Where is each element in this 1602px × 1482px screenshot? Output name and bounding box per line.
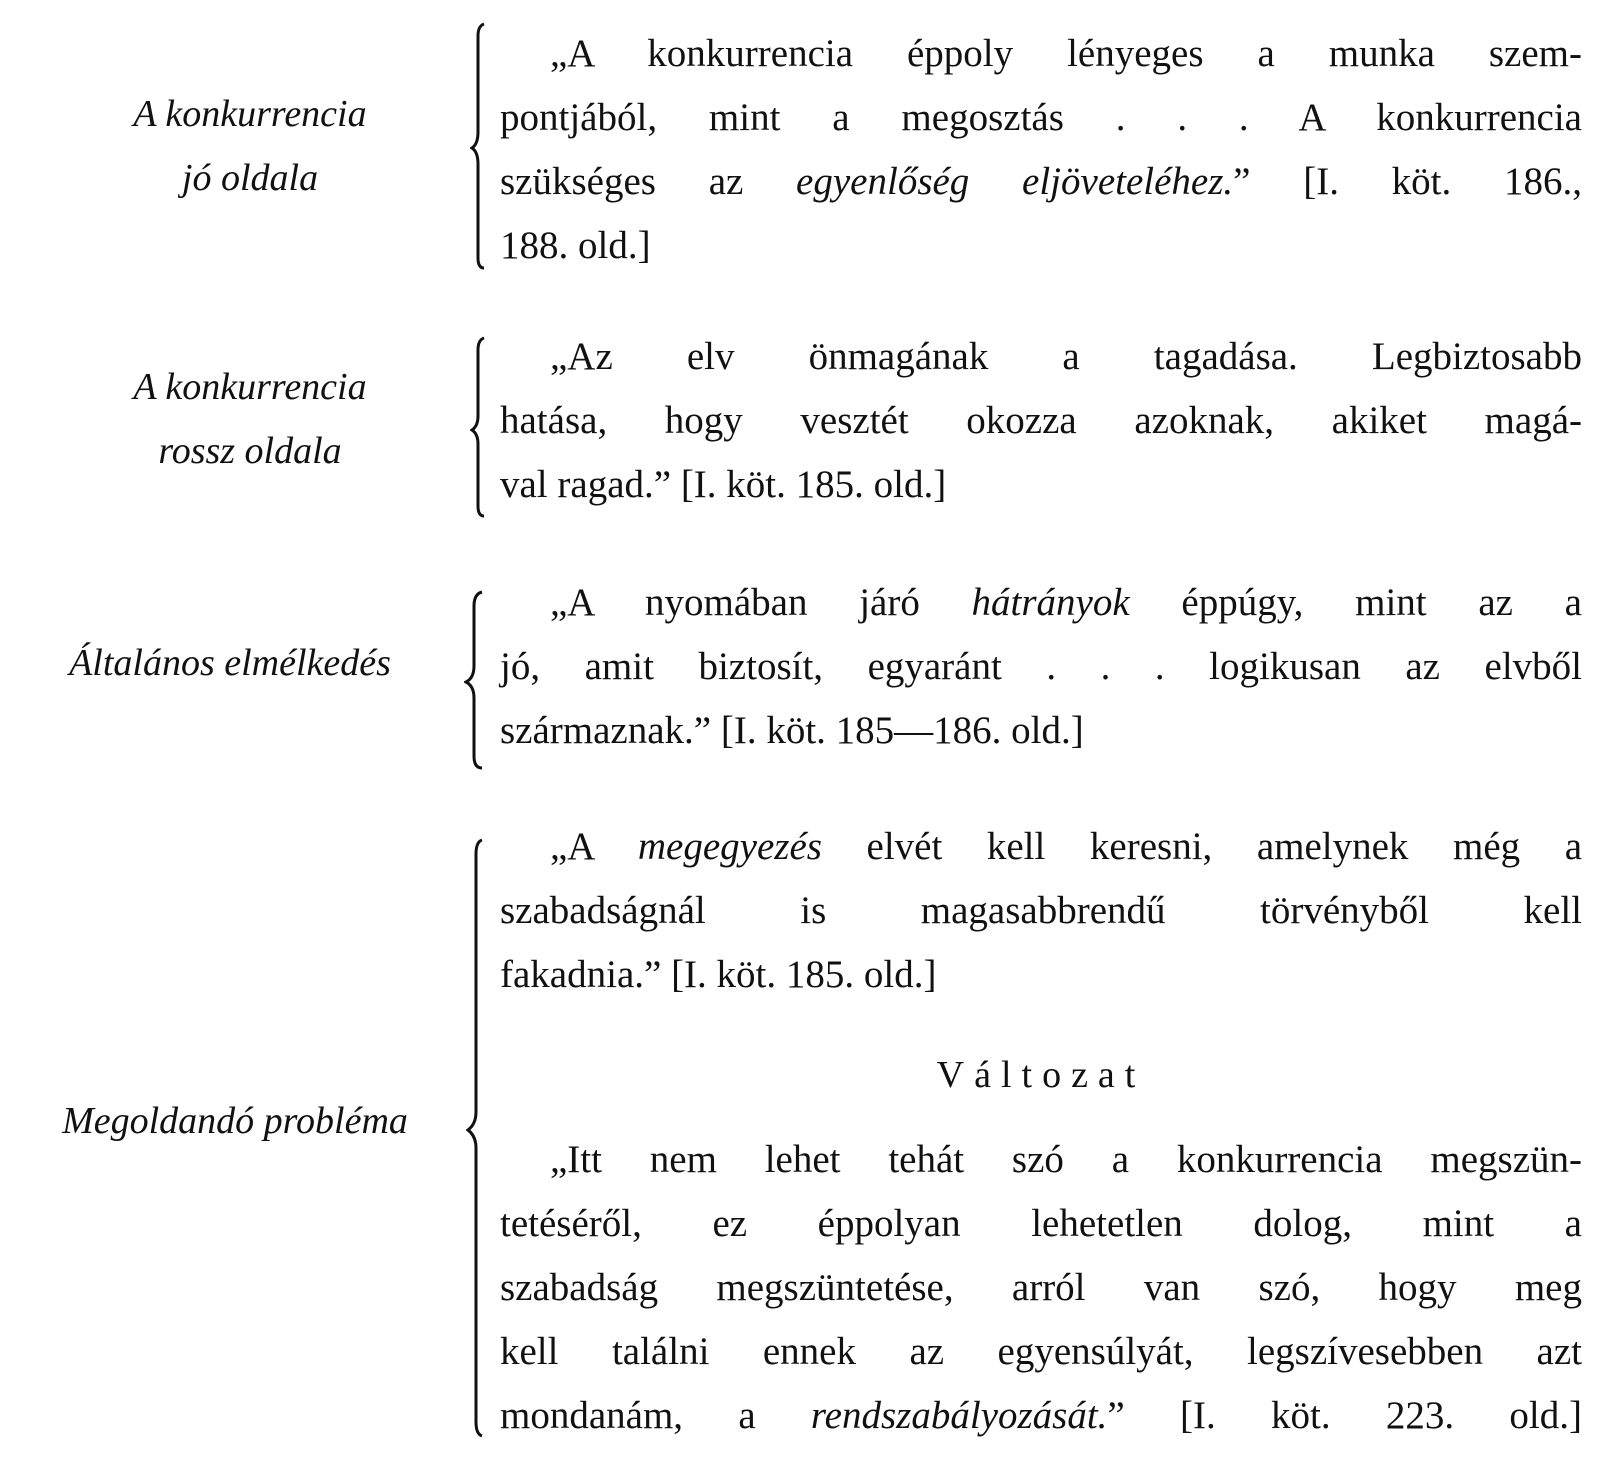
quote-line: szükséges az egyenlőség eljöveteléhez.” [I. köt. 186., bbox=[500, 160, 1582, 203]
quote-line: fakadnia.” [I. köt. 185. old.] bbox=[500, 953, 937, 996]
brace-3 bbox=[464, 590, 492, 770]
entry-3-label-line: Általános elmélkedés bbox=[69, 642, 391, 684]
quote-line: kell találni ennek az egyensúlyát, legszívesebben azt bbox=[500, 1330, 1582, 1373]
entry-2-label-line: rossz oldala bbox=[158, 430, 342, 472]
entry-2-label bbox=[40, 355, 460, 483]
quote-line: val ragad.” [I. köt. 185. old.] bbox=[500, 463, 947, 506]
quote-line: 188. old.] bbox=[500, 224, 651, 267]
entry-2-label-line: A konkurrencia bbox=[133, 366, 367, 408]
quote-line: jó, amit biztosít, egyaránt . . . logikusan az elvből bbox=[500, 645, 1582, 688]
entry-1-label bbox=[40, 82, 460, 210]
variant-heading: Változat bbox=[936, 1054, 1146, 1096]
quote-line: hatása, hogy vesztét okozza azoknak, akiket magá- bbox=[500, 399, 1582, 442]
quote-line: „A megegyezés elvét kell keresni, amelynek még a bbox=[550, 825, 1583, 868]
entry-3-quote bbox=[500, 571, 1582, 763]
brace-1 bbox=[470, 22, 494, 270]
quote-line: szabadságnál is magasabbrendű törvényből kell bbox=[500, 889, 1582, 932]
quote-line: származnak.” [I. köt. 185—186. old.] bbox=[500, 709, 1084, 752]
emphasis: egyenlőség eljöveteléhez. bbox=[796, 160, 1234, 203]
emphasis: megegyezés bbox=[637, 825, 822, 868]
quote-line: mondanám, a rendszabályozását.” [I. köt. 223. old.] bbox=[500, 1394, 1582, 1437]
brace-2 bbox=[470, 336, 494, 518]
quote-line: „A konkurrencia éppoly lényeges a munka szem- bbox=[550, 32, 1582, 75]
entry-3-label bbox=[10, 631, 450, 695]
emphasis: hátrányok bbox=[971, 581, 1130, 624]
quote-line: „Itt nem lehet tehát szó a konkurrencia megszün- bbox=[550, 1138, 1582, 1181]
quote-line: szabadság megszüntetése, arról van szó, hogy meg bbox=[500, 1266, 1582, 1309]
emphasis: rendszabályozását. bbox=[810, 1394, 1108, 1437]
entry-1-label-line: A konkurrencia bbox=[133, 93, 367, 135]
entry-2-quote bbox=[500, 325, 1582, 517]
entry-4-quote bbox=[500, 815, 1582, 1007]
entry-1-quote bbox=[500, 22, 1582, 278]
variant-quote bbox=[500, 1128, 1582, 1448]
entry-4-label-line: Megoldandó probléma bbox=[62, 1100, 408, 1142]
entry-1-label-line: jó oldala bbox=[181, 157, 319, 199]
quote-line: pontjából, mint a megosztás . . . A konkurrencia bbox=[500, 96, 1582, 139]
entry-4-label bbox=[10, 1089, 460, 1153]
brace-4 bbox=[466, 838, 492, 1438]
quote-line: „Az elv önmagának a tagadása. Legbiztosabb bbox=[550, 335, 1582, 378]
quote-line: „A nyomában járó hátrányok éppúgy, mint az a bbox=[550, 581, 1582, 624]
quote-line: tetéséről, ez éppolyan lehetetlen dolog, mint a bbox=[500, 1202, 1582, 1245]
